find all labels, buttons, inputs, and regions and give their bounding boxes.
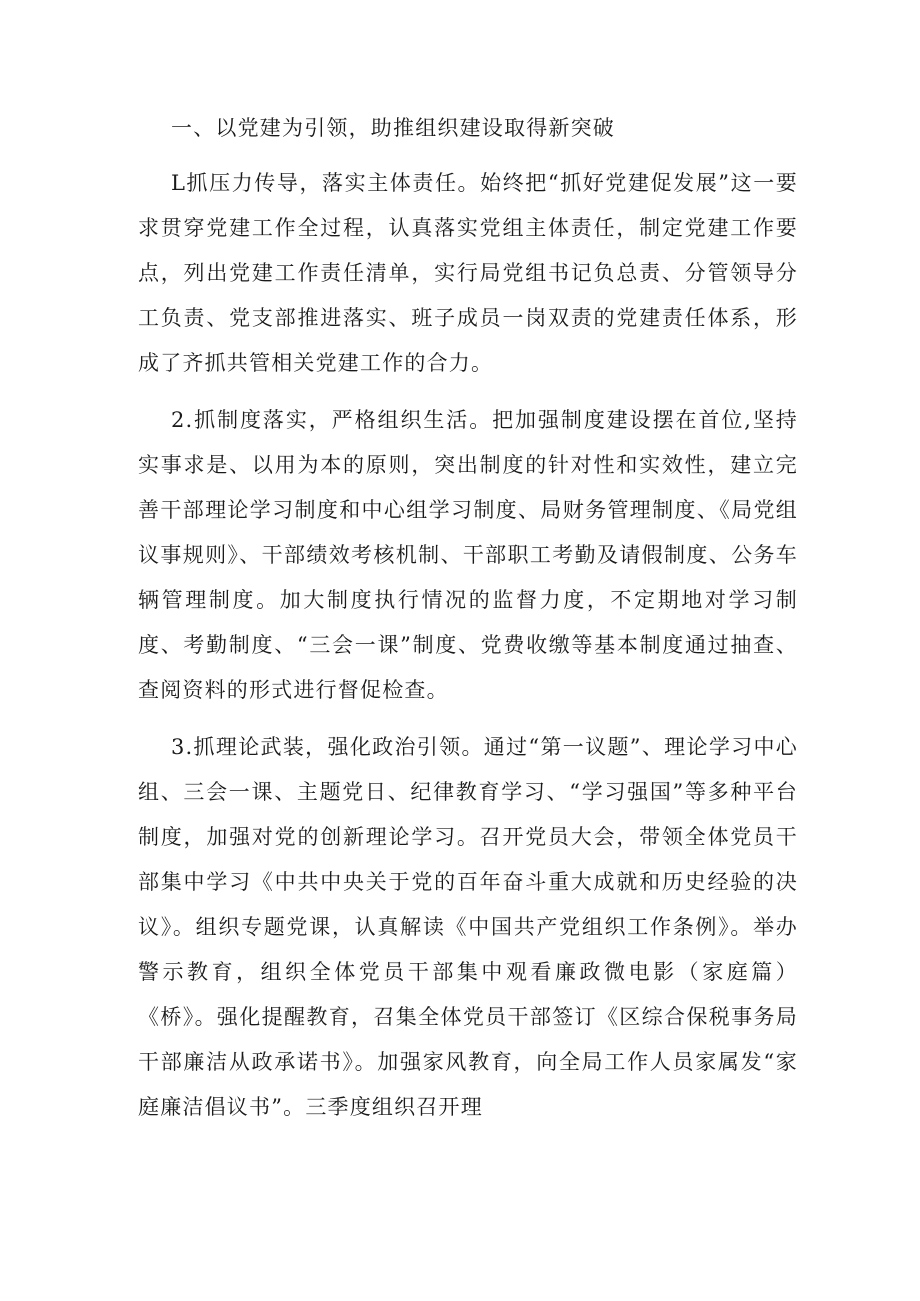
paragraph-1: L抓压力传导，落实主体责任。始终把“抓好党建促发展”这一要求贯穿党建工作全过程，认真落实党组主体责任，制定党建工作要点，列出党建工作责任清单，实行局党组书记负总责、分管领导分工负责、党支部推进落实、班子成员一岗双责的党建责任体系，形成了齐抓共管相关党建工作的合力。 bbox=[138, 171, 798, 375]
section-heading: 一、以党建为引领，助推组织建设取得新突破 bbox=[171, 116, 615, 140]
paragraph-2: 2.抓制度落实，严格组织生活。把加强制度建设摆在首位,坚持实事求是、以用为本的原则，突出制度的针对性和实效性，建立完善干部理论学习制度和中心组学习制度、局财务管理制度、《局党组议事规则》、干部绩效考核机制、干部职工考勤及请假制度、公务车辆管理制度。加大制度执行情况的监督力度，不定期地对学习制度、考勤制度、“三会一课”制度、党费收缴等基本制度通过抽查、查阅资料的形式进行督促检查。 bbox=[138, 408, 798, 702]
document-body bbox=[138, 106, 798, 1142]
paragraph-3: 3.抓理论武装，强化政治引领。通过“第一议题”、理论学习中心组、三会一课、主题党日、纪律教育学习、“学习强国”等多种平台制度，加强对党的创新理论学习。召开党员大会，带领全体党员干部集中学习《中共中央关于党的百年奋斗重大成就和历史经验的决议》。组织专题党课，认真解读《中国共产党组织工作条例》。举办警示教育，组织全体党员干部集中观看廉政微电影（家庭篇）《桥》。强化提醒教育，召集全体党员干部签订《区综合保税事务局干部廉洁从政承诺书》。加强家风教育，向全局工作人员家属发“家庭廉洁倡议书”。三季度组织召开理 bbox=[138, 735, 798, 1119]
